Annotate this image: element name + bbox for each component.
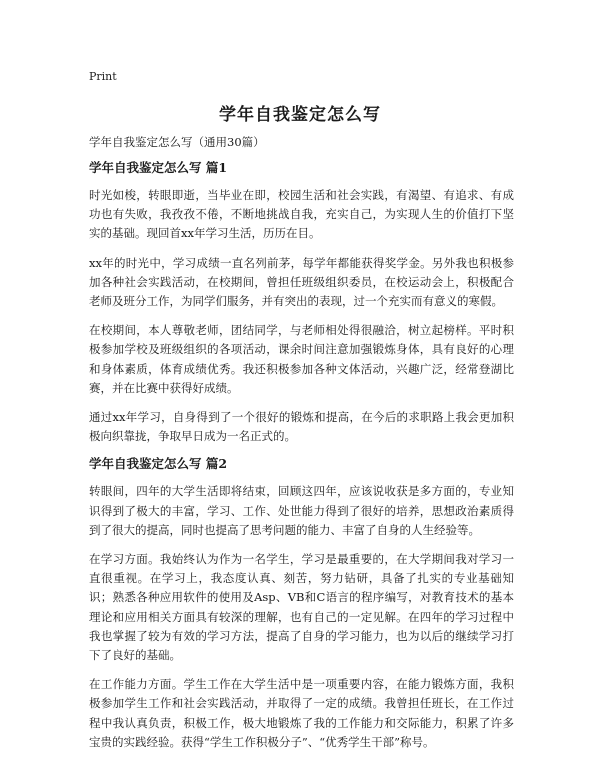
section-2 — [89, 456, 514, 752]
paragraph: 转眼间，四年的大学生活即将结束，回顾这四年，应该说收获是多方面的，专业知识得到了极大的丰富，学习、工作、处世能力得到了很好的培养，思想政治素质得到了很大的提高，同时也提高了思考问题的能力、丰富了自身的人生经验等。 — [89, 484, 514, 537]
print-label: Print — [89, 70, 117, 83]
paragraph: 在校期间，本人尊敬老师，团结同学，与老师相处得很融洽，树立起榜样。平时积极参加学校及班级组织的各项活动，课余时间注意加强锻炼身体，具有良好的心理和身体素质，体育成绩优秀。我还积极参加各种文体活动，兴趣广泛，经常登湖比赛，并在比赛中获得好成绩。 — [89, 323, 514, 395]
document-subtitle: 学年自我鉴定怎么写（通用30篇） — [89, 135, 265, 149]
paragraph: 通过xx年学习，自身得到了一个很好的锻炼和提高，在今后的求职路上我会更加积极向织靠拢，争取早日成为一名正式的。 — [89, 410, 514, 444]
paragraph: 在学习方面。我始终认为作为一名学生，学习是最重要的，在大学期间我对学习一直很重视。在学习上，我态度认真、刻苦，努力钻研，具备了扎实的专业基础知识；熟悉各种应用软件的使用及Asp、VB和C语言的程序编写，对教育技术的基本理论和应用相关方面具有较深的理解，也有自己的一定见解。在四年的学习过程中我也掌握了较为有效的学习方法，提高了自身的学习能力，也为以后的继续学习打下了良好的基础。 — [89, 552, 514, 663]
paragraph: 在工作能力方面。学生工作在大学生活中是一项重要内容，在能力锻炼方面，我积极参加学生工作和社会实践活动，并取得了一定的成绩。我曾担任班长，在工作过程中我认真负责，积极工作，极大地锻炼了我的工作能力和交际能力，积累了许多宝贵的实践经验。获得“学生工作积极分子”、“优秀学生干部”称号。 — [89, 677, 514, 749]
paragraph: xx年的时光中，学习成绩一直名列前茅，每学年都能获得奖学金。另外我也积极参加各种社会实践活动，在校期间，曾担任班级组织委员，在校运动会上，积极配合老师及班分工作，为同学们服务，并有突出的表现，过一个充实而有意义的寒假。 — [89, 255, 514, 309]
paragraph: 时光如梭，转眼即逝，当毕业在即，校园生活和社会实践，有渴望、有追求、有成功也有失败，我孜孜不倦，不断地挑战自我，充实自己，为实现人生的价值打下坚实的基础。现回首xx年学习生活，历历在目。 — [89, 188, 514, 241]
document-title: 学年自我鉴定怎么写 — [219, 105, 381, 125]
document-body — [89, 134, 514, 762]
section-1 — [89, 160, 514, 446]
section-heading: 学年自我鉴定怎么写 篇2 — [89, 456, 228, 472]
section-heading: 学年自我鉴定怎么写 篇1 — [89, 160, 228, 175]
